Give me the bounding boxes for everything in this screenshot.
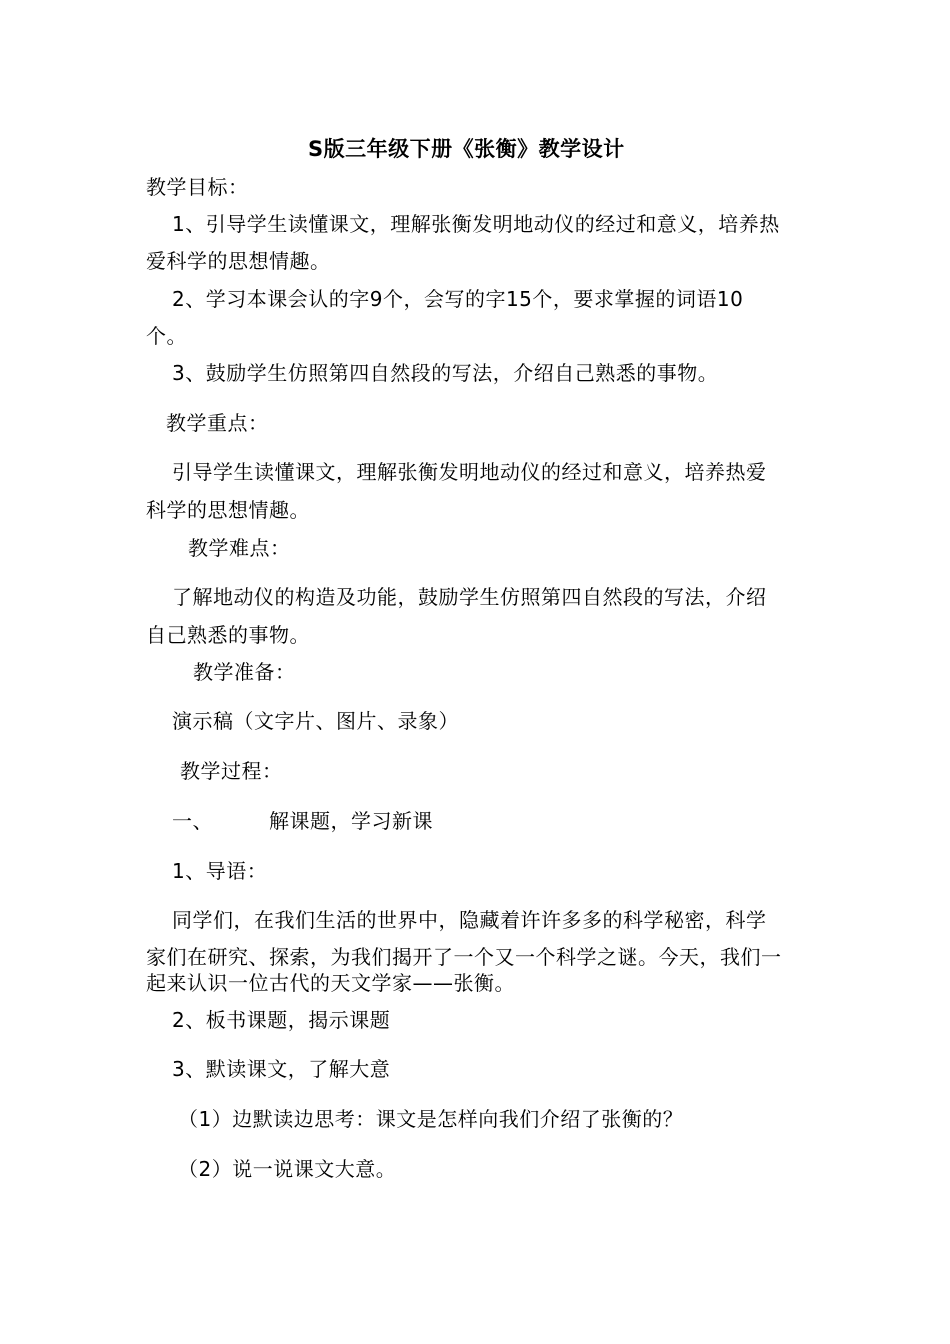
intro-line-2: 家们在研究、探索，为我们揭开了一个又一个科学之谜。今天，我们一 [146, 945, 782, 969]
step-1: 1、导语： [172, 859, 268, 883]
intro-line-3: 起来认识一位古代的天文学家——张衡。 [146, 971, 515, 995]
intro-line-1: 同学们，在我们生活的世界中，隐藏着许许多多的科学秘密，科学 [172, 908, 767, 932]
sub-step-1: （1）边默读边思考：课文是怎样向我们介绍了张衡的？ [178, 1107, 684, 1131]
focus-heading: 教学重点： [166, 411, 269, 435]
process-heading: 教学过程： [180, 759, 283, 783]
section-1-title: 解课题，学习新课 [269, 809, 433, 833]
preparation-heading: 教学准备： [193, 660, 296, 684]
step-3: 3、默读课文，了解大意 [172, 1057, 391, 1081]
goals-heading: 教学目标： [146, 175, 249, 199]
goal-2-line-2: 个。 [146, 324, 187, 348]
focus-line-2: 科学的思想情趣。 [146, 498, 310, 522]
preparation-text: 演示稿（文字片、图片、录象） [172, 709, 459, 733]
goal-3: 3、鼓励学生仿照第四自然段的写法，介绍自己熟悉的事物。 [172, 361, 719, 385]
focus-line-1: 引导学生读懂课文，理解张衡发明地动仪的经过和意义，培养热爱 [172, 460, 767, 484]
difficulty-line-2: 自己熟悉的事物。 [146, 623, 310, 647]
difficulty-line-1: 了解地动仪的构造及功能，鼓励学生仿照第四自然段的写法，介绍 [172, 585, 767, 609]
document-title: S版三年级下册《张衡》教学设计 [308, 137, 625, 161]
section-1-number: 一、 [172, 809, 213, 833]
section-1-heading [172, 806, 433, 836]
goal-1-line-2: 爱科学的思想情趣。 [146, 249, 331, 273]
sub-step-2: （2）说一说课文大意。 [178, 1157, 397, 1181]
difficulty-heading: 教学难点： [188, 536, 291, 560]
goal-2-line-1: 2、学习本课会认的字9个，会写的字15个，要求掌握的词语10 [172, 287, 744, 311]
step-2: 2、板书课题，揭示课题 [172, 1008, 391, 1032]
goal-1-line-1: 1、引导学生读懂课文，理解张衡发明地动仪的经过和意义，培养热 [172, 212, 780, 236]
